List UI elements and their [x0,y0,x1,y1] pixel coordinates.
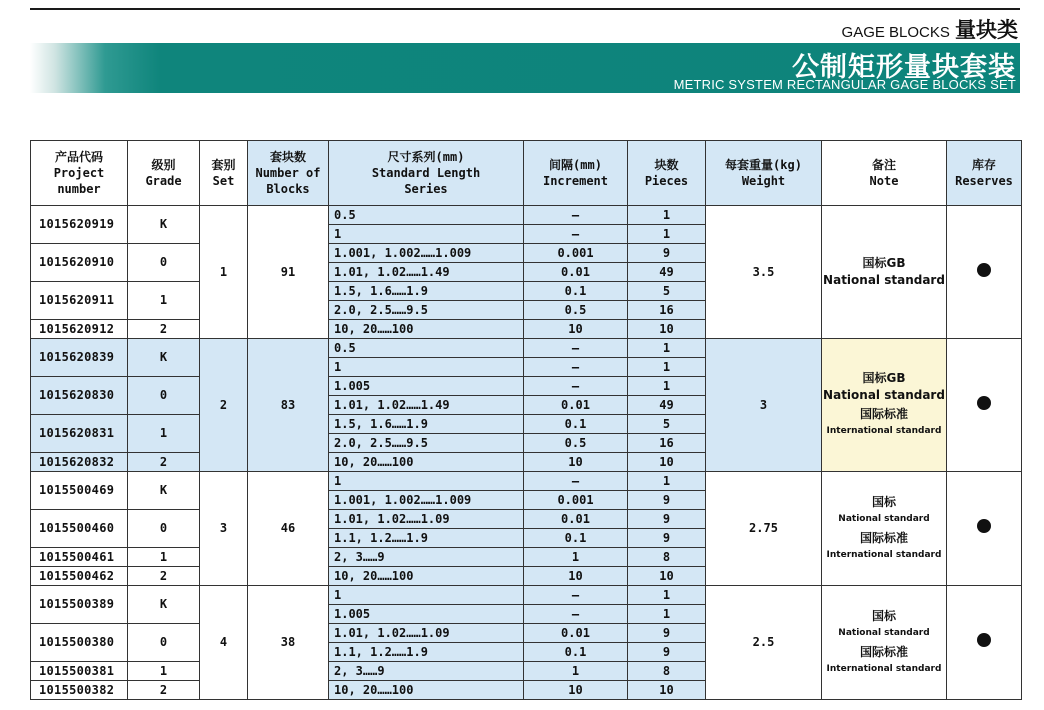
number-of-blocks-cell: 91 [248,206,329,339]
header-note: 备注 Note [822,141,947,206]
pieces-cell: 1 [628,225,706,244]
standard-length-cell: 1 [329,225,524,244]
note-note-line1: 国标 [871,494,896,509]
increment-cell: – [524,377,628,396]
increment-cell: 0.001 [524,491,628,510]
pieces-cell: 8 [628,662,706,681]
header-standard-length-series: 尺寸系列(mm) Standard Length Series [329,141,524,206]
header-number-of-blocks: 套块数 Number of Blocks [248,141,329,206]
standard-length-cell: 1.005 [329,377,524,396]
grade-cell: 2 [128,320,200,339]
note-note-line2: National standard [823,388,945,402]
pieces-cell: 1 [628,377,706,396]
note-note-line3: 国际标准 [859,530,908,545]
gage-blocks-table [30,140,1022,700]
category-title-zh: 量块类 [955,18,1018,42]
increment-cell: 0.5 [524,434,628,453]
standard-length-cell: 10, 20……100 [329,320,524,339]
standard-length-cell: 1.1, 1.2……1.9 [329,643,524,662]
grade-cell: K [128,339,200,377]
number-of-blocks-cell: 46 [248,472,329,586]
grade-cell: 0 [128,510,200,548]
section-banner [30,43,1020,93]
note-note-line4: International standard [826,426,942,436]
grade-cell: 2 [128,681,200,700]
project-number-cell: 1015500389 [31,586,128,624]
increment-cell: 0.01 [524,624,628,643]
pieces-cell: 9 [628,529,706,548]
pieces-cell: 16 [628,434,706,453]
standard-length-cell: 1 [329,358,524,377]
table-row [31,339,1022,358]
increment-cell: – [524,339,628,358]
project-number-cell: 1015620912 [31,320,128,339]
increment-cell: 10 [524,320,628,339]
increment-cell: 0.01 [524,510,628,529]
weight-cell: 2.5 [706,586,822,700]
project-number-cell: 1015620910 [31,244,128,282]
note-cell [822,472,947,586]
in-stock-dot-icon [977,263,991,277]
header-project-number: 产品代码 Project number [31,141,128,206]
set-cell: 1 [200,206,248,339]
increment-cell: 0.01 [524,396,628,415]
increment-cell: 10 [524,681,628,700]
increment-cell: – [524,358,628,377]
pieces-cell: 16 [628,301,706,320]
grade-cell: 1 [128,662,200,681]
header-reserves: 库存 Reserves [947,141,1022,206]
note-note-line3: 国际标准 [859,407,908,421]
header-grade: 级别 Grade [128,141,200,206]
project-number-cell: 1015500382 [31,681,128,700]
increment-cell: 0.1 [524,529,628,548]
project-number-cell: 1015620911 [31,282,128,320]
project-number-cell: 1015500460 [31,510,128,548]
standard-length-cell: 1.001, 1.002……1.009 [329,244,524,263]
standard-length-cell: 1.5, 1.6……1.9 [329,415,524,434]
header-weight: 每套重量(kg) Weight [706,141,822,206]
pieces-cell: 10 [628,320,706,339]
number-of-blocks-cell: 38 [248,586,329,700]
standard-length-cell: 1.01, 1.02……1.49 [329,396,524,415]
note-note-line1: 国标GB [862,371,906,385]
weight-cell: 2.75 [706,472,822,586]
header-increment: 间隔(mm) Increment [524,141,628,206]
set-cell: 3 [200,472,248,586]
increment-cell: 0.1 [524,415,628,434]
grade-cell: K [128,586,200,624]
standard-length-cell: 1 [329,472,524,491]
grade-cell: 1 [128,548,200,567]
pieces-cell: 1 [628,358,706,377]
note-note-line4: International standard [826,663,942,674]
pieces-cell: 1 [628,472,706,491]
pieces-cell: 10 [628,567,706,586]
note-note-line4: International standard [826,549,942,560]
pieces-cell: 9 [628,624,706,643]
standard-length-cell: 1 [329,586,524,605]
reserves-cell [947,472,1022,586]
project-number-cell: 1015500462 [31,567,128,586]
standard-length-cell: 2.0, 2.5……9.5 [329,434,524,453]
note-note-line1: 国标 [871,608,896,623]
standard-length-cell: 10, 20……100 [329,681,524,700]
in-stock-dot-icon [977,396,991,410]
grade-cell: K [128,206,200,244]
increment-cell: 0.1 [524,282,628,301]
standard-length-cell: 1.01, 1.02……1.09 [329,624,524,643]
increment-cell: 0.5 [524,301,628,320]
grade-cell: 2 [128,453,200,472]
pieces-cell: 9 [628,643,706,662]
table-row [31,472,1022,491]
set-cell: 2 [200,339,248,472]
grade-cell: 0 [128,624,200,662]
increment-cell: – [524,586,628,605]
standard-length-cell: 2, 3……9 [329,662,524,681]
reserves-cell [947,206,1022,339]
note-cell [822,206,947,339]
grade-cell: 2 [128,567,200,586]
increment-cell: 0.01 [524,263,628,282]
note-cell [822,586,947,700]
pieces-cell: 1 [628,586,706,605]
category-title-en: GAGE BLOCKS [841,24,950,41]
project-number-cell: 1015500380 [31,624,128,662]
note-note-line3: 国际标准 [859,644,908,659]
increment-cell: – [524,206,628,225]
pieces-cell: 5 [628,415,706,434]
header-row [31,141,1022,206]
header-pieces: 块数 Pieces [628,141,706,206]
standard-length-cell: 2, 3……9 [329,548,524,567]
note-note-line1: 国标GB [862,256,906,270]
category-title [842,14,1018,44]
standard-length-cell: 1.5, 1.6……1.9 [329,282,524,301]
increment-cell: – [524,225,628,244]
increment-cell: 10 [524,453,628,472]
standard-length-cell: 1.1, 1.2……1.9 [329,529,524,548]
standard-length-cell: 0.5 [329,206,524,225]
number-of-blocks-cell: 83 [248,339,329,472]
project-number-cell: 1015620919 [31,206,128,244]
standard-length-cell: 1.01, 1.02……1.49 [329,263,524,282]
increment-cell: 0.001 [524,244,628,263]
banner-title-en: METRIC SYSTEM RECTANGULAR GAGE BLOCKS SET [673,77,1016,92]
standard-length-cell: 0.5 [329,339,524,358]
increment-cell: 1 [524,662,628,681]
table-body [31,206,1022,700]
pieces-cell: 9 [628,244,706,263]
pieces-cell: 5 [628,282,706,301]
weight-cell: 3.5 [706,206,822,339]
project-number-cell: 1015500381 [31,662,128,681]
note-note-line2: National standard [823,273,945,287]
standard-length-cell: 1.001, 1.002……1.009 [329,491,524,510]
pieces-cell: 8 [628,548,706,567]
standard-length-cell: 1.005 [329,605,524,624]
table-row [31,206,1022,225]
increment-cell: – [524,472,628,491]
increment-cell: 0.1 [524,643,628,662]
project-number-cell: 1015620832 [31,453,128,472]
header-set: 套别 Set [200,141,248,206]
standard-length-cell: 2.0, 2.5……9.5 [329,301,524,320]
in-stock-dot-icon [977,633,991,647]
set-cell: 4 [200,586,248,700]
grade-cell: K [128,472,200,510]
banner-title-zh: 公制矩形量块套装 [792,52,1016,83]
standard-length-cell: 10, 20……100 [329,567,524,586]
grade-cell: 1 [128,415,200,453]
standard-length-cell: 1.01, 1.02……1.09 [329,510,524,529]
grade-cell: 0 [128,377,200,415]
pieces-cell: 10 [628,453,706,472]
grade-cell: 0 [128,244,200,282]
pieces-cell: 9 [628,510,706,529]
grade-cell: 1 [128,282,200,320]
increment-cell: – [524,605,628,624]
project-number-cell: 1015620831 [31,415,128,453]
note-cell [822,339,947,472]
pieces-cell: 49 [628,396,706,415]
pieces-cell: 49 [628,263,706,282]
pieces-cell: 1 [628,206,706,225]
increment-cell: 10 [524,567,628,586]
reserves-cell [947,339,1022,472]
pieces-cell: 1 [628,605,706,624]
project-number-cell: 1015500469 [31,472,128,510]
pieces-cell: 9 [628,491,706,510]
weight-cell: 3 [706,339,822,472]
increment-cell: 1 [524,548,628,567]
pieces-cell: 1 [628,339,706,358]
note-note-line2: National standard [838,513,930,524]
reserves-cell [947,586,1022,700]
standard-length-cell: 10, 20……100 [329,453,524,472]
note-note-line2: National standard [838,627,930,638]
top-rule [30,8,1020,10]
pieces-cell: 10 [628,681,706,700]
project-number-cell: 1015620839 [31,339,128,377]
project-number-cell: 1015500461 [31,548,128,567]
project-number-cell: 1015620830 [31,377,128,415]
table-row [31,586,1022,605]
in-stock-dot-icon [977,519,991,533]
